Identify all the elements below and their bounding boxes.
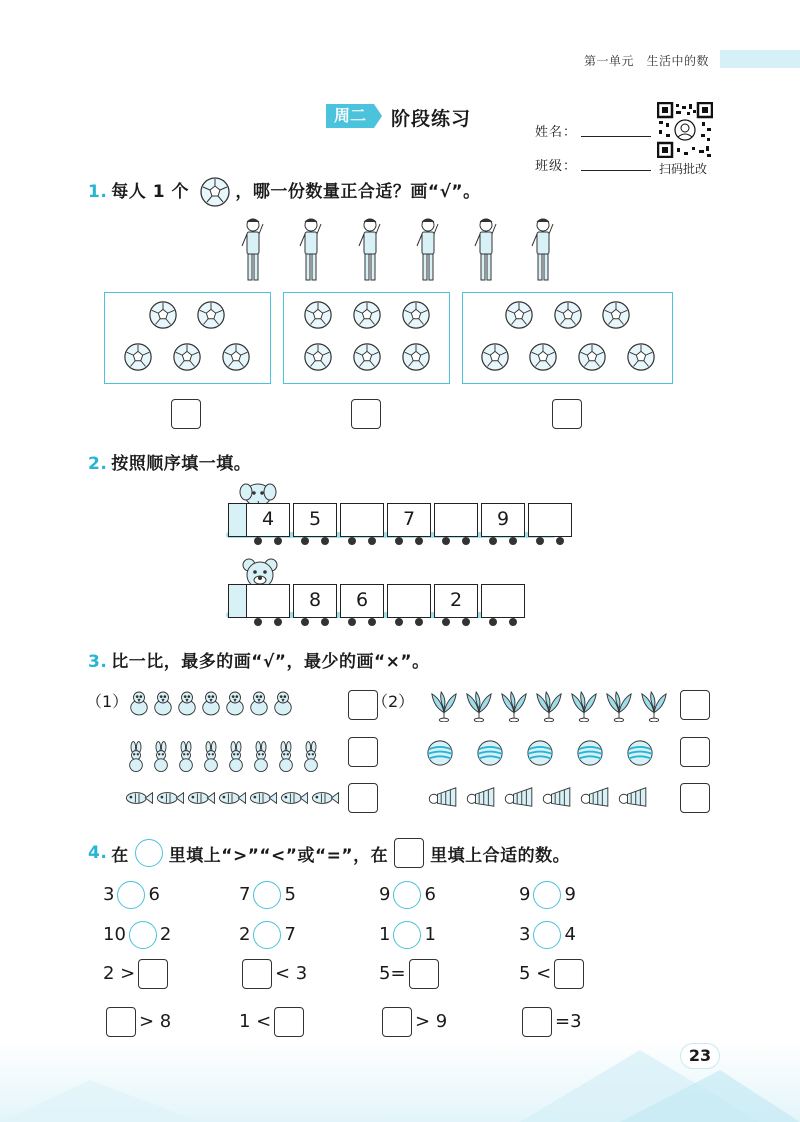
soccer-ball-icon [303,342,333,372]
class-field[interactable] [581,170,651,171]
shuttlecock-icon [618,786,648,812]
soccer-ball-icon [172,342,202,372]
part-1-label: （1） [86,692,129,711]
compare-expression [379,879,436,911]
plant-icon [640,690,668,726]
compare-expression [519,919,576,951]
wheel-icon [536,537,544,545]
plant-icon [535,690,563,726]
right-number: 4 [564,924,576,945]
answer-square[interactable] [382,1007,412,1037]
train-car: 7 [387,503,431,537]
wheel-icon [368,537,376,545]
compare-expression [103,879,160,911]
question-1-title [88,176,481,208]
wheel-icon [442,618,450,626]
expression-suffix: < 3 [275,963,308,984]
right-number: 7 [284,924,296,945]
rabbit-icon [276,741,296,777]
left-number: 3 [519,924,531,945]
compare-expression [103,919,171,951]
question-2-text: 按照顺序填一填。 [111,454,252,474]
child-icon [238,216,268,284]
question-2-number: 2. [88,454,108,474]
page-title: 阶段练习 [391,108,472,130]
answer-square[interactable] [138,959,168,989]
right-number: 6 [424,884,436,905]
compare-circle[interactable] [393,881,421,909]
shuttlecock-icon [428,786,458,812]
expression-suffix: > 9 [415,1011,448,1032]
circle-symbol-icon [135,839,163,867]
answer-box-shuttlecocks[interactable] [680,783,710,813]
train-car-blank[interactable] [340,503,384,537]
train-car-blank[interactable] [387,584,431,618]
question-4-number: 4. [88,843,108,863]
answer-box-group-1[interactable] [171,399,201,429]
left-number: 9 [519,884,531,905]
expression-suffix: =3 [555,1011,582,1032]
wheel-icon [489,537,497,545]
compare-expression [519,879,576,911]
wheel-icon [509,618,517,626]
unit-title: 第一单元 生活中的数 [584,54,710,68]
plant-icon [430,690,458,726]
soccer-ball-icon [221,342,251,372]
soccer-ball-icon [577,342,607,372]
scan-label: 扫码批改 [659,162,708,176]
compare-circle[interactable] [393,921,421,949]
class-label: 班级： [535,159,578,174]
soccer-ball-icon [528,342,558,372]
question-1-text-a: 每人 1 个 [111,182,189,202]
right-number: 5 [284,884,296,905]
answer-box-group-3[interactable] [552,399,582,429]
expression-prefix: 2 > [103,963,136,984]
soccer-ball-icon [504,300,534,330]
question-2-title [88,449,251,474]
fill-expression [519,958,587,990]
fish-icon [248,789,278,811]
fish-icon [217,789,247,811]
question-4-text-b: 里填上“>”“<”或“=”，在 [168,845,389,866]
name-field[interactable] [581,136,651,137]
compare-expression [239,879,296,911]
compare-circle[interactable] [533,921,561,949]
striped-ball-icon [626,739,654,771]
train-car: 2 [434,584,478,618]
soccer-ball-icon [480,342,510,372]
answer-box-balls[interactable] [680,737,710,767]
question-4-title [88,838,570,868]
fish-icon [155,789,185,811]
rabbit-icon [226,741,246,777]
plant-icon [465,690,493,726]
soccer-ball-icon [401,342,431,372]
shuttlecock-icon [542,786,572,812]
fill-expression [519,1006,582,1038]
question-3-text: 比一比，最多的画“√”，最少的画“×”。 [111,652,430,672]
left-number: 7 [239,884,251,905]
fill-expression [239,958,307,990]
question-4-text-a: 在 [111,845,129,866]
compare-circle[interactable] [129,921,157,949]
shuttlecock-icon [504,786,534,812]
answer-box-rabbits[interactable] [348,737,378,767]
wheel-icon [415,537,423,545]
wheel-icon [415,618,423,626]
unit-bar [720,50,800,68]
chick-icon [272,690,294,720]
rabbit-icon [126,741,146,777]
plant-icon [605,690,633,726]
question-3-number: 3. [88,652,108,672]
compare-circle[interactable] [117,881,145,909]
expression-suffix: > 8 [139,1011,172,1032]
wheel-icon [509,537,517,545]
chick-icon [224,690,246,720]
answer-box-chicks[interactable] [348,690,378,720]
striped-ball-icon [476,739,504,771]
fill-expression [379,1006,447,1038]
left-number: 9 [379,884,391,905]
wheel-icon [254,537,262,545]
soccer-ball-icon [553,300,583,330]
answer-square[interactable] [409,959,439,989]
answer-square[interactable] [242,959,272,989]
qr-code-icon[interactable] [657,102,713,158]
chick-icon [248,690,270,720]
striped-ball-icon [426,739,454,771]
fill-expression [103,958,171,990]
fish-icon [310,789,340,811]
wheel-icon [442,537,450,545]
wheel-icon [321,618,329,626]
soccer-ball-icon [148,300,178,330]
wheel-icon [348,618,356,626]
right-number: 2 [159,924,172,945]
question-4-text-c: 里填上合适的数。 [430,845,571,866]
expression-prefix: 1 < [239,1011,272,1032]
compare-expression [379,919,436,951]
wheel-icon [274,618,282,626]
left-number: 1 [379,924,391,945]
child-icon [528,216,558,284]
wheel-icon [462,537,470,545]
train-car: 8 [293,584,337,618]
fish-icon [279,789,309,811]
answer-square[interactable] [554,959,584,989]
answer-box-fish[interactable] [348,783,378,813]
soccer-ball-icon [601,300,631,330]
rabbit-icon [176,741,196,777]
compare-expression [239,919,296,951]
compare-circle[interactable] [533,881,561,909]
right-number: 6 [148,884,160,905]
wheel-icon [274,537,282,545]
plant-icon [500,690,528,726]
wheel-icon [301,618,309,626]
rabbit-icon [151,741,171,777]
soccer-ball-icon [352,342,382,372]
wheel-icon [301,537,309,545]
wheel-icon [556,537,564,545]
question-1-text-b: ，哪一份数量正合适？画“√”。 [235,182,481,202]
part-2-label: （2） [372,692,415,711]
child-icon [296,216,326,284]
fill-expression [103,1006,171,1038]
fish-icon [186,789,216,811]
shuttlecock-icon [466,786,496,812]
rabbit-icon [201,741,221,777]
answer-square[interactable] [522,1007,552,1037]
left-number: 10 [103,924,126,945]
soccer-ball-icon [626,342,656,372]
question-3-title [88,647,430,672]
striped-ball-icon [526,739,554,771]
wheel-icon [462,618,470,626]
right-number: 9 [564,884,576,905]
wheel-icon [368,618,376,626]
child-icon [471,216,501,284]
chick-icon [152,690,174,720]
wheel-icon [395,618,403,626]
soccer-ball-icon [196,300,226,330]
train-car-blank[interactable] [434,503,478,537]
rabbit-icon [301,741,321,777]
answer-box-group-2[interactable] [351,399,381,429]
soccer-ball-icon [123,342,153,372]
train-car: 5 [293,503,337,537]
chick-icon [128,690,150,720]
compare-circle[interactable] [253,881,281,909]
fill-expression [239,1006,307,1038]
left-number: 2 [239,924,251,945]
rabbit-icon [251,741,271,777]
train-car: 9 [481,503,525,537]
wheel-icon [254,618,262,626]
fish-icon [124,789,154,811]
train-car: 6 [340,584,384,618]
soccer-ball-icon [199,176,231,208]
question-1-number: 1. [88,182,108,202]
name-label: 姓名： [535,125,578,140]
train-car-blank[interactable] [246,584,290,618]
left-number: 3 [103,884,115,905]
plant-icon [570,690,598,726]
wheel-icon [395,537,403,545]
page-number: 23 [680,1043,720,1069]
wheel-icon [321,537,329,545]
child-icon [413,216,443,284]
wheel-icon [489,618,497,626]
answer-square[interactable] [274,1007,304,1037]
compare-circle[interactable] [253,921,281,949]
answer-box-plants[interactable] [680,690,710,720]
right-number: 1 [424,924,436,945]
shuttlecock-icon [580,786,610,812]
soccer-ball-icon [352,300,382,330]
fill-expression [379,958,442,990]
expression-prefix: 5= [379,963,406,984]
striped-ball-icon [576,739,604,771]
square-symbol-icon [394,838,424,868]
child-icon [355,216,385,284]
soccer-ball-icon [303,300,333,330]
week-badge: 周二 [326,104,374,128]
train-car-blank[interactable] [481,584,525,618]
train-car: 4 [246,503,290,537]
chick-icon [200,690,222,720]
wheel-icon [348,537,356,545]
train-car-blank[interactable] [528,503,572,537]
soccer-ball-icon [401,300,431,330]
expression-prefix: 5 < [519,963,552,984]
answer-square[interactable] [106,1007,136,1037]
chick-icon [176,690,198,720]
